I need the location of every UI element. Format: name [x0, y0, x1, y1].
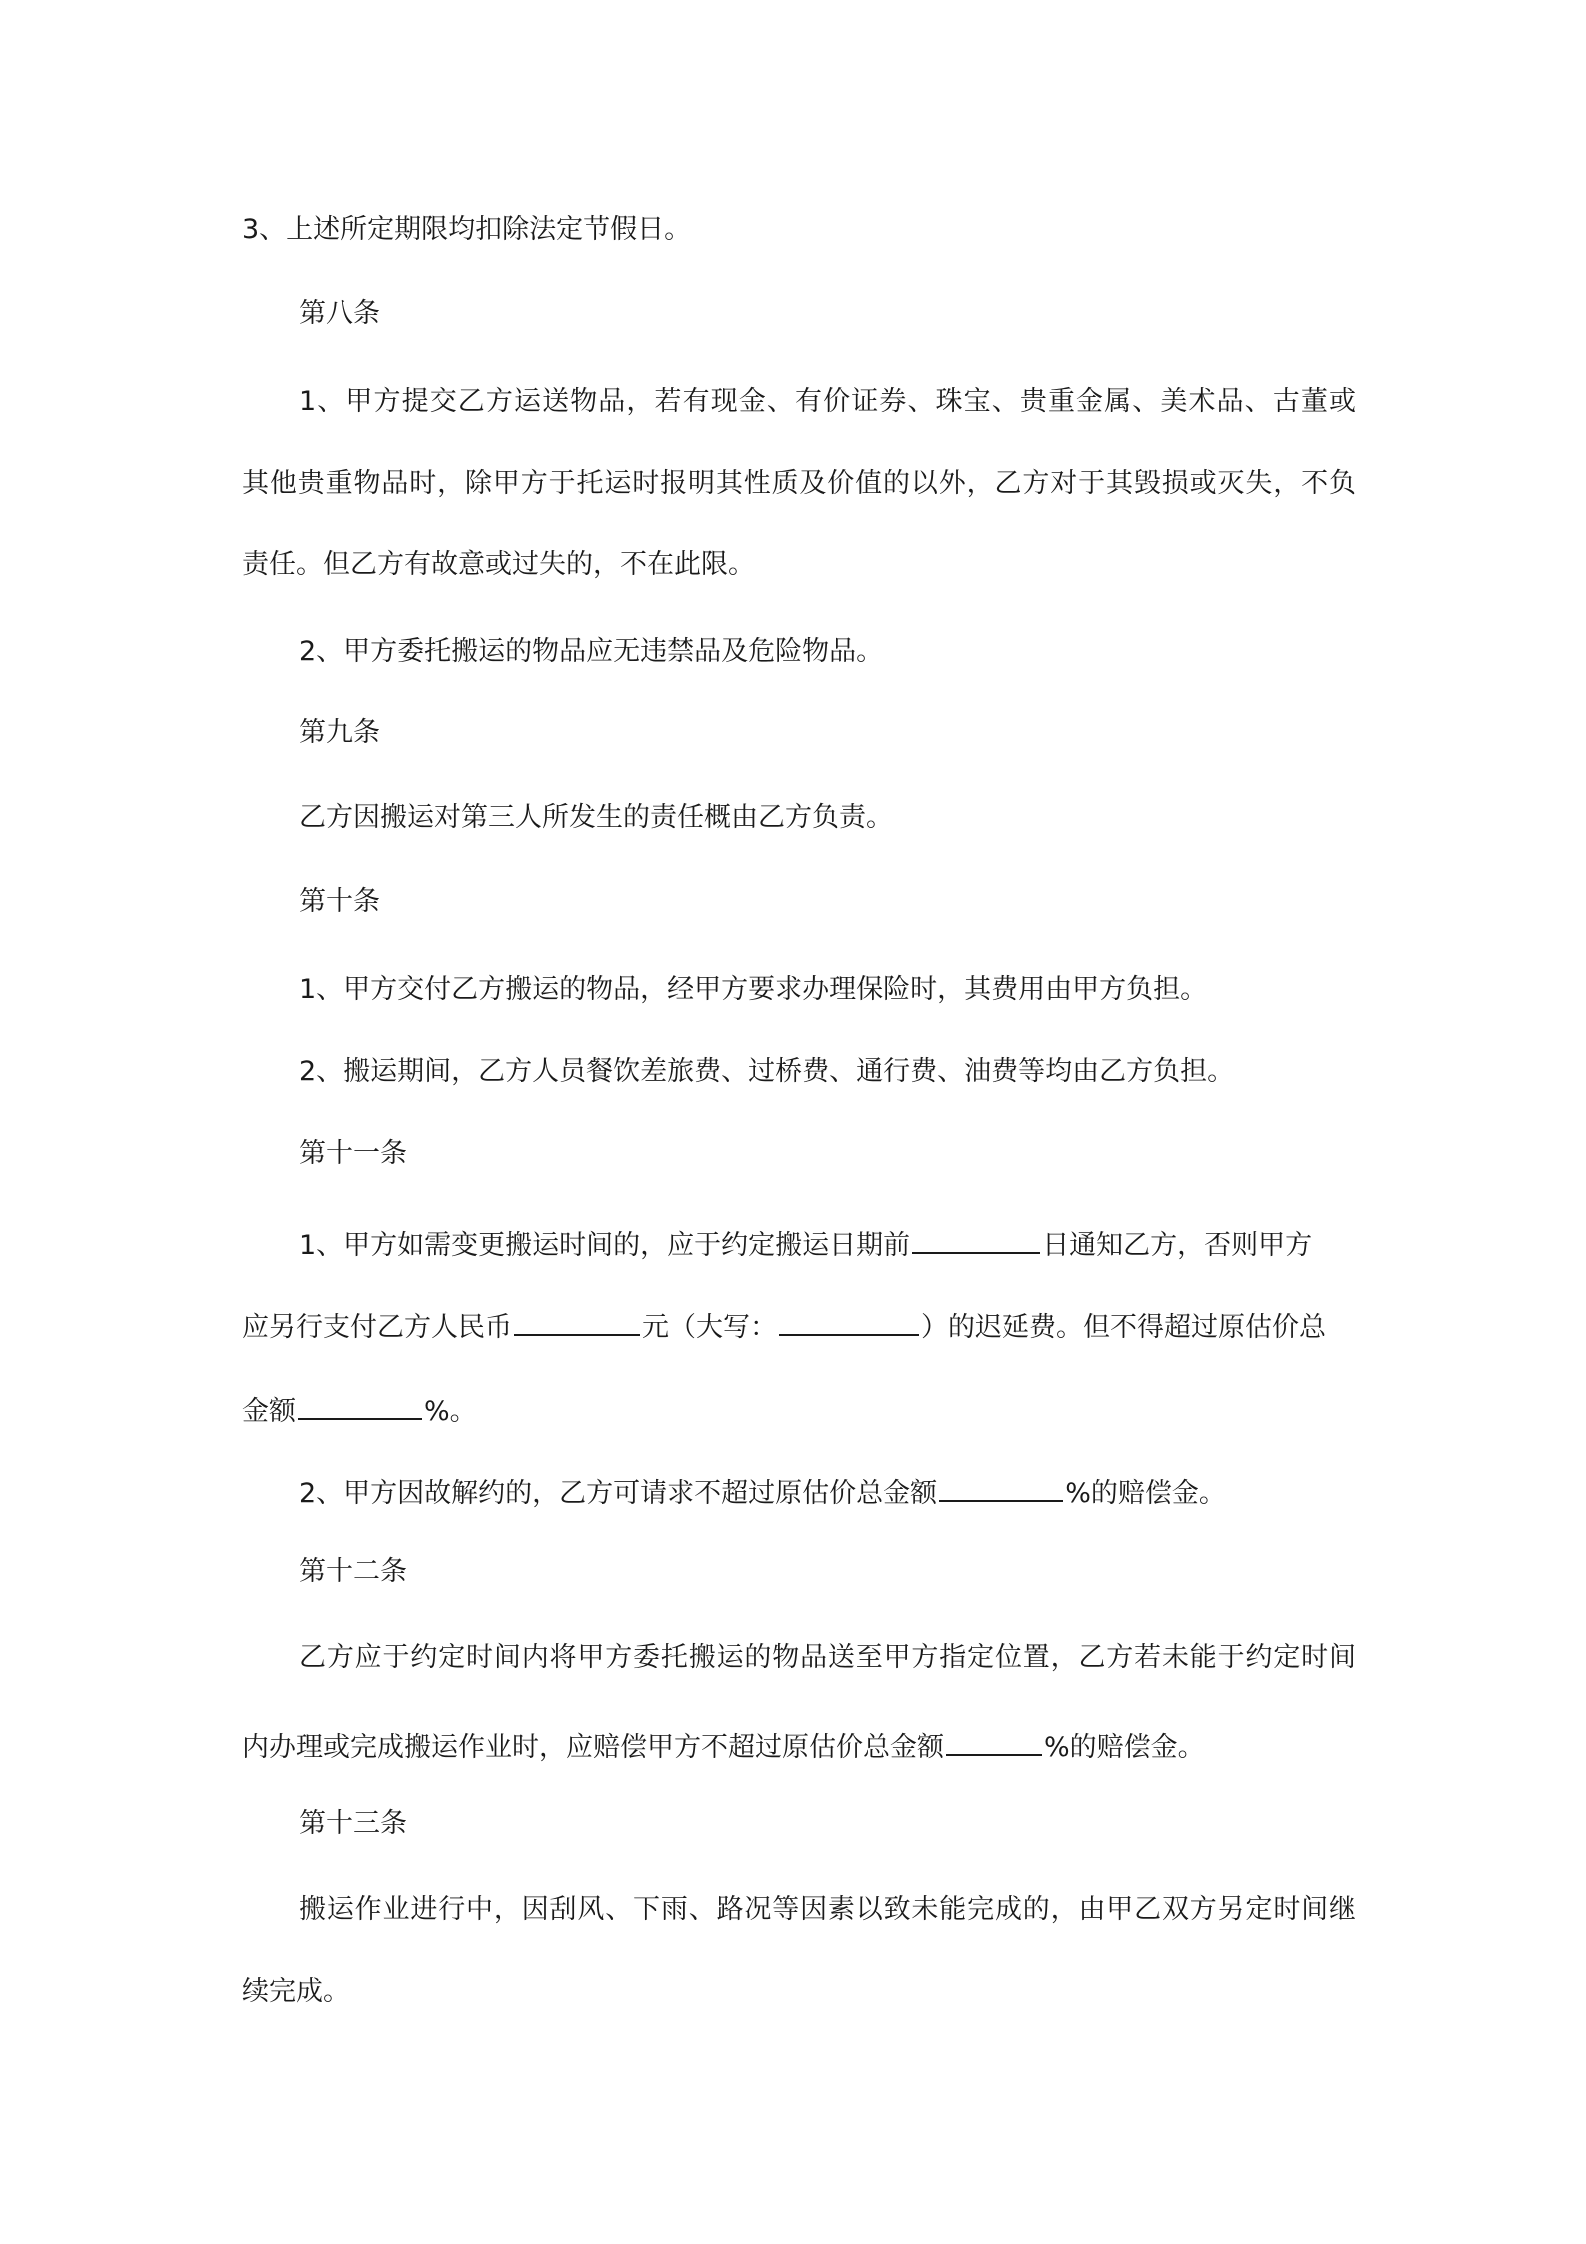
article-heading: 第十三条: [299, 1808, 407, 1839]
paragraph-line: [242, 1726, 1205, 1766]
paragraph-line: 1、甲方交付乙方搬运的物品，经甲方要求办理保险时，其费用由甲方负担。: [299, 974, 1208, 1005]
paragraph-line: 责任。但乙方有故意或过失的，不在此限。: [242, 549, 755, 580]
paragraph-line: 1、甲方提交乙方运送物品，若有现金、有价证券、珠宝、贵重金属、美术品、古董或: [299, 386, 1356, 417]
fill-blank-percent: [946, 1726, 1042, 1756]
text-segment: %。: [424, 1396, 477, 1427]
fill-blank-percent: [298, 1390, 422, 1420]
article-heading: 第九条: [299, 717, 380, 748]
text-segment: 2、甲方因故解约的，乙方可请求不超过原估价总金额: [299, 1478, 938, 1509]
fill-blank-amount: [514, 1306, 640, 1336]
fill-blank-percent: [939, 1472, 1063, 1502]
paragraph-line: 2、搬运期间，乙方人员餐饮差旅费、过桥费、通行费、油费等均由乙方负担。: [299, 1056, 1235, 1087]
article-heading: 第十一条: [299, 1138, 407, 1169]
text-segment: 日通知乙方，否则甲方: [1042, 1230, 1313, 1261]
paragraph-line: 续完成。: [242, 1976, 350, 2007]
paragraph-line: [242, 1306, 1326, 1346]
article-heading: 第八条: [299, 298, 380, 329]
article-heading: 第十条: [299, 886, 380, 917]
paragraph-line: 搬运作业进行中，因刮风、下雨、路况等因素以致未能完成的，由甲乙双方另定时间继: [299, 1894, 1356, 1925]
paragraph-line: [299, 1224, 1312, 1264]
text-segment: 内办理或完成搬运作业时，应赔偿甲方不超过原估价总金额: [242, 1732, 944, 1763]
text-segment: 应另行支付乙方人民币: [242, 1312, 512, 1343]
fill-blank-days: [912, 1224, 1040, 1254]
paragraph-line: 其他贵重物品时，除甲方于托运时报明其性质及价值的以外，乙方对于其毁损或灭失，不负: [242, 468, 1356, 499]
text-segment: ）的迟延费。但不得超过原估价总: [921, 1312, 1326, 1343]
paragraph-line: 乙方应于约定时间内将甲方委托搬运的物品送至甲方指定位置，乙方若未能于约定时间: [299, 1642, 1356, 1673]
paragraph-line: [299, 1472, 1226, 1512]
text-segment: %的赔偿金。: [1065, 1478, 1226, 1509]
fill-blank-amount-capital: [779, 1306, 919, 1336]
paragraph-line: 乙方因搬运对第三人所发生的责任概由乙方负责。: [299, 802, 893, 833]
article-heading: 第十二条: [299, 1556, 407, 1587]
paragraph-line: [242, 1390, 477, 1430]
text-segment: 金额: [242, 1396, 296, 1427]
text-segment: 1、甲方如需变更搬运时间的，应于约定搬运日期前: [299, 1230, 911, 1261]
paragraph-line: 3、上述所定期限均扣除法定节假日。: [242, 214, 692, 245]
text-segment: 元（大写：: [642, 1312, 777, 1343]
paragraph-line: 2、甲方委托搬运的物品应无违禁品及危险物品。: [299, 636, 884, 667]
text-segment: %的赔偿金。: [1044, 1732, 1205, 1763]
